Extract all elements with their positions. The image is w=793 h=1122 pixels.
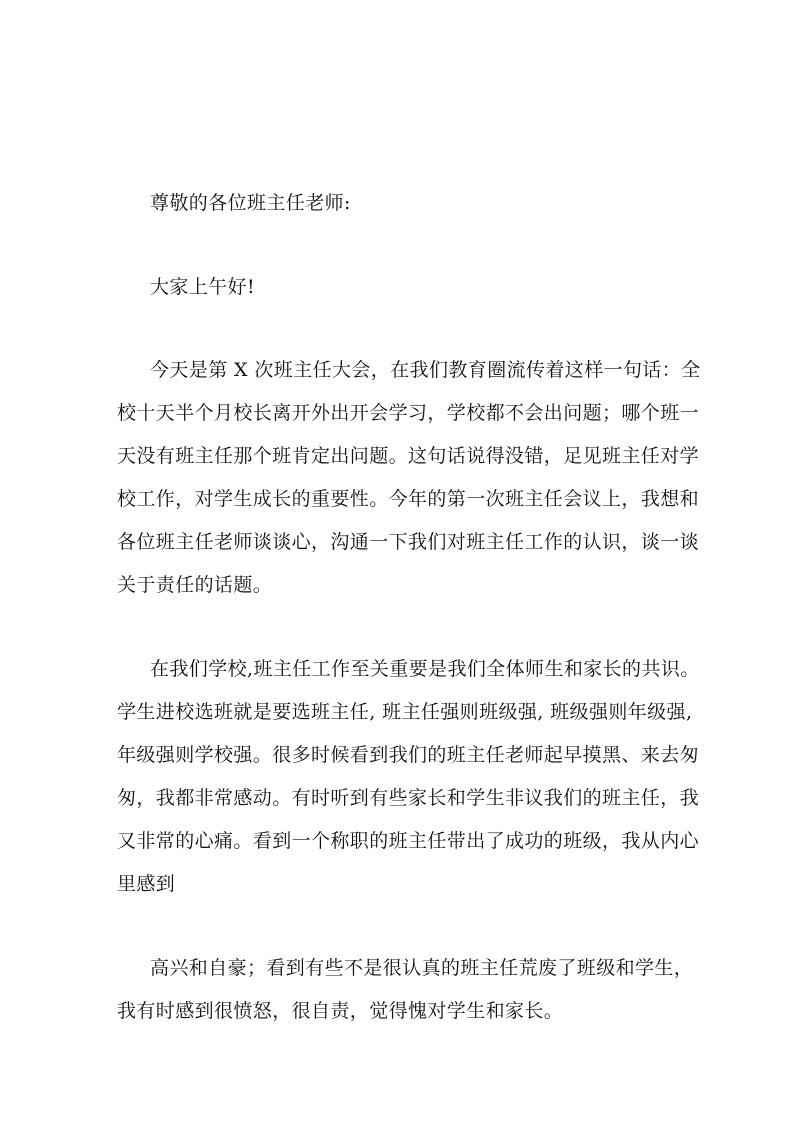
paragraph-line: 我有时感到很愤怒，很自责，觉得愧对学生和家长。	[117, 1000, 564, 1022]
paragraph-line: 校工作，对学生成长的重要性。今年的第一次班主任会议上，我想和	[117, 488, 700, 510]
paragraph-line: 今天是第 X 次班主任大会，在我们教育圈流传着这样一句话：全	[150, 359, 701, 381]
salutation: 尊敬的各位班主任老师:	[150, 192, 351, 214]
paragraph-line: 校十天半个月校长离开外出开会学习，学校都不会出问题；哪个班一	[117, 402, 700, 424]
paragraph-line: 关于责任的话题。	[117, 574, 273, 596]
paragraph-line: 学生进校选班就是要选班主任, 班主任强则班级强, 班级强则年级强,	[117, 701, 693, 723]
paragraph-line: 各位班主任老师谈谈心，沟通一下我们对班主任工作的认识，谈一谈	[117, 531, 700, 553]
paragraph-line: 又非常的心痛。看到一个称职的班主任带出了成功的班级，我从内心	[117, 830, 700, 852]
paragraph-line: 匆，我都非常感动。有时听到有些家长和学生非议我们的班主任，我	[117, 787, 700, 809]
paragraph-line: 里感到	[117, 873, 176, 895]
paragraph-line: 天没有班主任那个班肯定出问题。这句话说得没错，足见班主任对学	[117, 445, 700, 467]
greeting: 大家上午好!	[150, 276, 256, 298]
paragraph-line: 在我们学校,班主任工作至关重要是我们全体师生和家长的共识。	[150, 658, 700, 680]
paragraph-line: 高兴和自豪；看到有些不是很认真的班主任荒废了班级和学生，	[150, 957, 694, 979]
paragraph-line: 年级强则学校强。很多时候看到我们的班主任老师起早摸黑、来去匆	[117, 744, 700, 766]
